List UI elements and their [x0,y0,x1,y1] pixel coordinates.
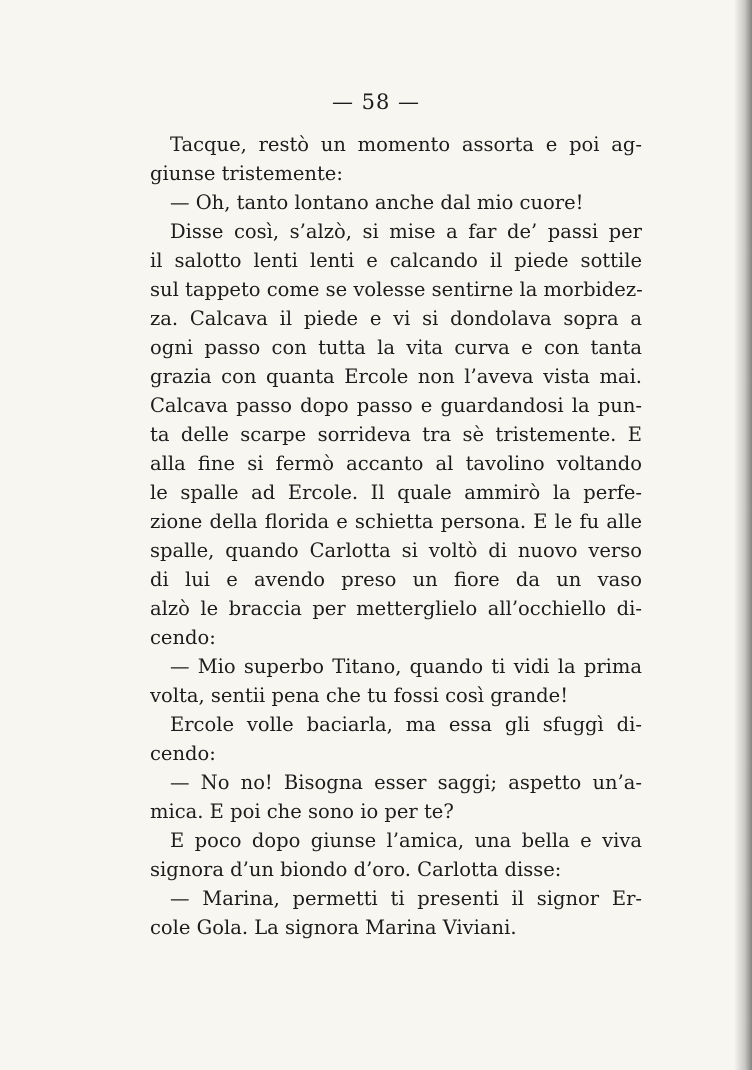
text-line: za. Calcava il piede e vi si dondolava sopra a [150,307,642,330]
text-line: Calcava passo dopo passo e guardandosi la pun- [150,394,642,417]
text-line: cole Gola. La signora Marina Viviani. [150,916,517,939]
text-line: — Marina, permetti ti presenti il signor Er- [170,887,642,910]
text-line: ogni passo con tutta la vita curva e con tanta [150,336,642,359]
text-line: Disse così, s’alzò, si mise a far de’ passi per [170,220,642,243]
text-line: le spalle ad Ercole. Il quale ammirò la perfe- [150,481,642,504]
text-line: cendo: [150,626,216,649]
text-line: E poco dopo giunse l’amica, una bella e viva [170,829,642,852]
text-line: Tacque, restò un momento assorta e poi ag- [170,133,642,156]
text-line: ta delle scarpe sorrideva tra sè tristemente. E [150,423,642,446]
page-number: — 58 — [331,90,421,114]
text-line: signora d’un biondo d’oro. Carlotta disse: [150,858,562,881]
text-line: volta, sentii pena che tu fossi così grande! [150,684,569,707]
page-edge-shadow [734,0,752,1070]
text-line: giunse tristemente: [150,162,343,185]
text-line: di lui e avendo preso un fiore da un vaso [150,568,642,591]
text-line: — No no! Bisogna esser saggi; aspetto un’a- [170,771,642,794]
text-line: spalle, quando Carlotta si voltò di nuovo verso [150,539,642,562]
body-text [150,130,642,942]
text-line: zione della florida e schietta persona. E le fu alle [150,510,642,533]
text-line: sul tappeto come se volesse sentirne la morbidez- [150,278,643,301]
text-line: grazia con quanta Ercole non l’aveva vista mai. [150,365,642,388]
text-line: il salotto lenti lenti e calcando il piede sottile [150,249,642,272]
text-line: alzò le braccia per metterglielo all’occhiello di- [150,597,642,620]
text-line: alla fine si fermò accanto al tavolino voltando [150,452,642,475]
text-line: — Oh, tanto lontano anche dal mio cuore! [170,191,584,214]
text-line: mica. E poi che sono io per te? [150,800,454,823]
text-line: cendo: [150,742,216,765]
text-line: Ercole volle baciarla, ma essa gli sfuggì di- [170,713,642,736]
text-line: — Mio superbo Titano, quando ti vidi la prima [170,655,642,678]
